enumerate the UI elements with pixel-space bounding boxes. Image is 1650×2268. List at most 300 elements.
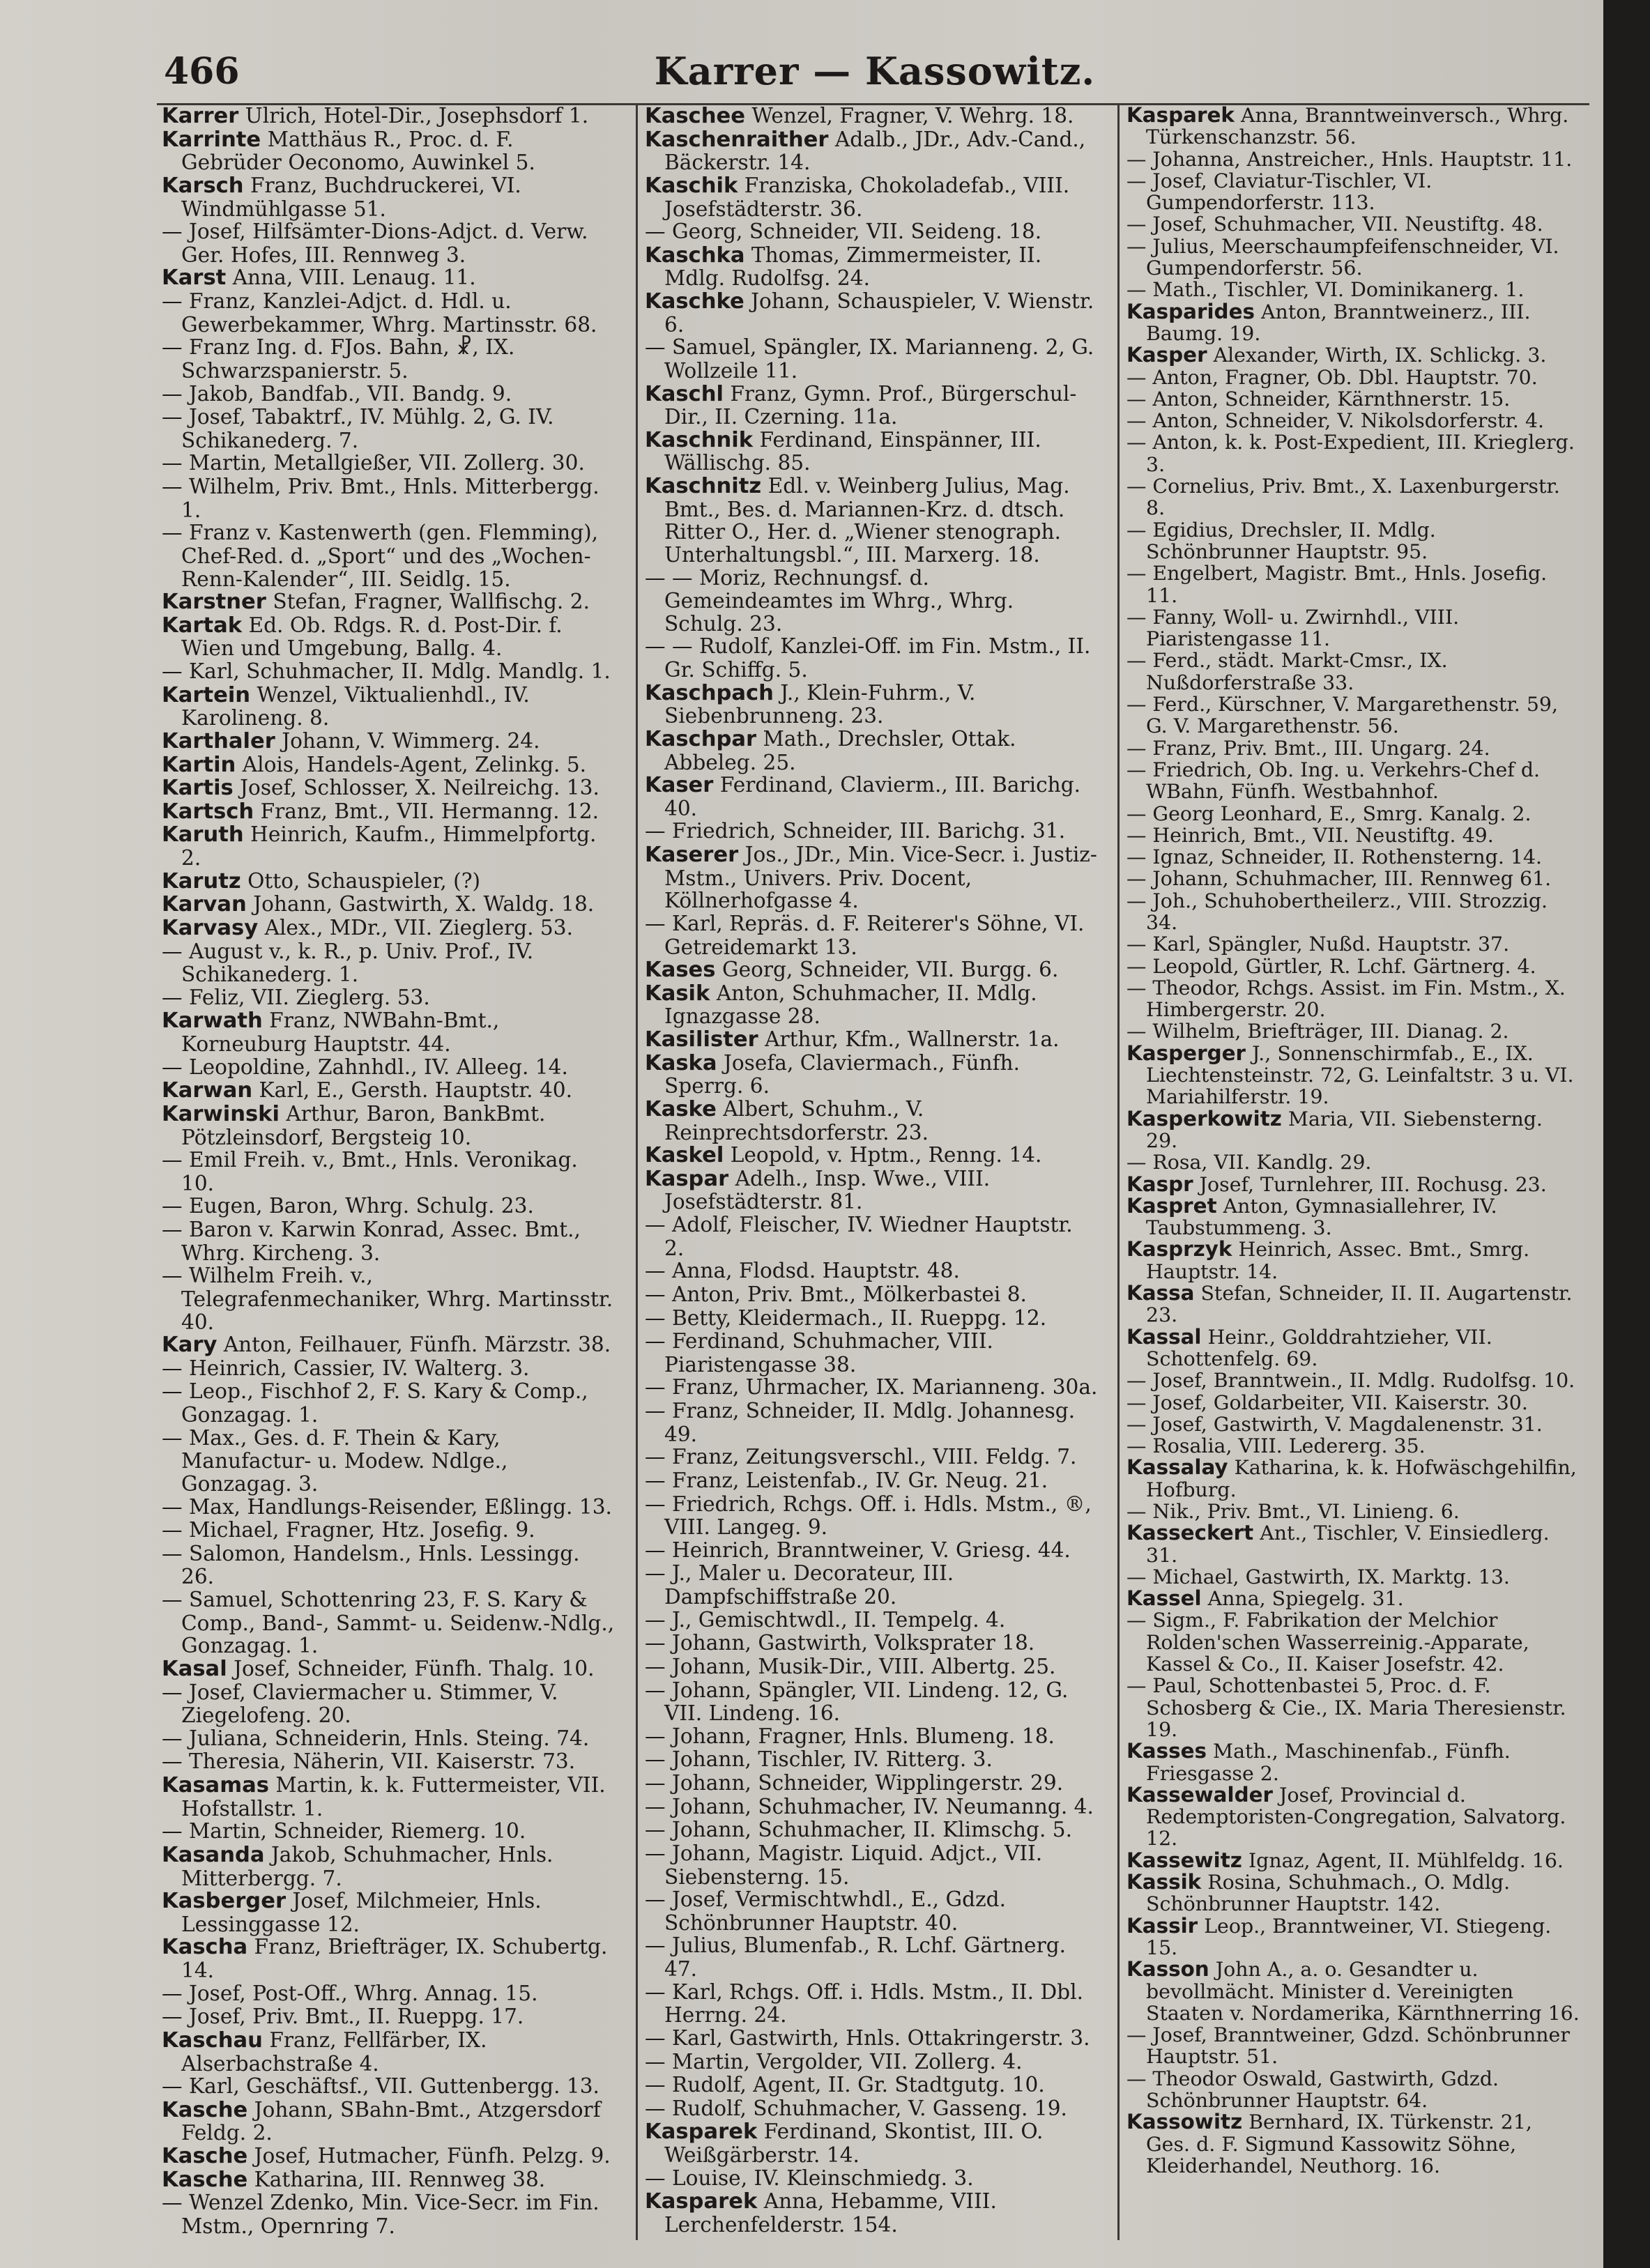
entry-text: — Michael, Gastwirth, IX. Marktg. 13. <box>1126 1565 1510 1588</box>
directory-entry <box>645 2027 1098 2051</box>
entry-text: — Josef, Claviermacher u. Stimmer, V. Ziegelofeng. 20. <box>162 1680 558 1728</box>
entry-text: Arthur, Baron, BankBmt. Pötzleinsdorf, Bergsteig 10. <box>181 1101 546 1149</box>
directory-entry <box>162 730 615 753</box>
entry-text: — Rudolf, Agent, II. Gr. Stadtgutg. 10. <box>645 2073 1045 2097</box>
directory-entry <box>1126 956 1580 977</box>
directory-entry <box>162 1982 615 2006</box>
directory-entry <box>162 1195 615 1218</box>
directory-entry <box>162 1681 615 1727</box>
entry-text: Anton, Gymnasiallehrer, IV. Taubstummeng. 3. <box>1146 1194 1497 1240</box>
entry-surname: Kaschpar <box>645 726 757 751</box>
directory-entry <box>1126 650 1580 694</box>
directory-entry <box>1126 519 1580 563</box>
entry-text: Maria, VII. Siebensterng. 29. <box>1146 1107 1543 1152</box>
entry-text: Anna, Hebamme, VIII. Lerchenfelderstr. 154. <box>664 2189 997 2237</box>
entry-surname: Kasses <box>1126 1739 1207 1763</box>
entry-text: Jos., JDr., Min. Vice-Secr. i. Justiz-Mstm., Univers. Priv. Docent, Köllnerhofgasse 4. <box>664 843 1097 913</box>
entry-text: — Franz, Zeitungsverschl., VIII. Feldg. 7. <box>645 1445 1077 1469</box>
directory-entry <box>162 870 615 894</box>
directory-entry <box>162 128 615 174</box>
entry-text: — Johann, Schuhmacher, III. Rennweg 61. <box>1126 867 1552 891</box>
page-header <box>164 45 1586 107</box>
entry-text: — Max., Ges. d. F. Thein & Kary, Manufactur- u. Modew. Ndlge., Gonzagag. 3. <box>162 1425 508 1496</box>
directory-entry <box>162 753 615 777</box>
entry-surname: Kaschenraither <box>645 127 829 152</box>
column-2 <box>645 105 1098 2237</box>
directory-entry <box>645 1655 1098 1679</box>
entry-surname: Kaschik <box>645 173 738 198</box>
entry-text: — Anton, Schneider, Kärnthnerstr. 15. <box>1126 387 1511 411</box>
directory-entry <box>645 105 1098 128</box>
directory-entry <box>645 1772 1098 1795</box>
directory-entry <box>162 1820 615 1844</box>
entry-surname: Kassowitz <box>1126 2110 1243 2134</box>
directory-entry <box>162 1009 615 1055</box>
directory-entry <box>1126 1195 1580 1239</box>
directory-entry <box>1126 1413 1580 1435</box>
entry-text: Albert, Schuhm., V. Reinprechtsdorferstr. 23. <box>664 1096 929 1144</box>
entry-text: — Franz Ing. d. FJos. Bahn, ☧, IX. Schwarzspanierstr. 5. <box>162 335 515 383</box>
directory-entry <box>1126 170 1580 214</box>
entry-text: Anna, Branntweinversch., Whrg. Türkenschanzstr. 56. <box>1146 104 1569 149</box>
entry-text: Franz, Briefträger, IX. Schubertg. 14. <box>181 1935 608 1982</box>
directory-entry <box>645 1376 1098 1400</box>
entry-text: — Sigm., F. Fabrikation der Melchior Rolden'schen Wasserreinig.-Apparate, Kassel & Co., II. Kaiser Josefstr. 42. <box>1126 1609 1529 1676</box>
directory-entry <box>1126 475 1580 519</box>
entry-surname: Karrer <box>162 104 239 128</box>
directory-entry <box>162 800 615 824</box>
entry-text: — Friedrich, Ob. Ing. u. Verkehrs-Chef d. WBahn, Fünfh. Westbahnhof. <box>1126 758 1541 804</box>
entry-text: — Georg Leonhard, E., Smrg. Kanalg. 2. <box>1126 802 1531 825</box>
entry-surname: Kartis <box>162 776 234 801</box>
directory-entry <box>645 1028 1098 1052</box>
entry-text: — Johann, Schneider, Wipplingerstr. 29. <box>645 1771 1064 1795</box>
entry-text: — Franz, Priv. Bmt., III. Ungarg. 24. <box>1126 736 1490 760</box>
directory-entry <box>645 1888 1098 1934</box>
directory-entry <box>162 614 615 660</box>
entry-surname: Kaschau <box>162 2028 263 2053</box>
directory-entry <box>162 2099 615 2145</box>
entry-text: — Leop., Fischhof 2, F. S. Kary & Comp., Gonzagag. 1. <box>162 1379 588 1427</box>
entry-text: Math., Drechsler, Ottak. Abbeleg. 25. <box>664 726 1016 774</box>
directory-entry <box>162 1427 615 1496</box>
entry-surname: Kasparides <box>1126 299 1255 323</box>
entry-text: — Wilhelm, Priv. Bmt., Hnls. Mitterbergg. 1. <box>162 475 599 522</box>
directory-entry <box>1126 803 1580 825</box>
entry-surname: Kaskel <box>645 1143 724 1168</box>
entry-text: — Michael, Fragner, Htz. Josefig. 9. <box>162 1518 535 1542</box>
entry-surname: Kaspret <box>1126 1193 1217 1218</box>
entry-text: Franz, NWBahn-Bmt., Korneuburg Hauptstr. 44. <box>181 1009 500 1056</box>
directory-entry <box>645 475 1098 567</box>
entry-text: — Johann, Tischler, IV. Ritterg. 3. <box>645 1747 993 1772</box>
entry-surname: Kasamas <box>162 1773 269 1798</box>
entry-surname: Karvasy <box>162 915 259 940</box>
directory-entry <box>645 1818 1098 1842</box>
directory-entry <box>1126 1457 1580 1501</box>
directory-entry <box>162 1750 615 1774</box>
directory-entry <box>1126 890 1580 934</box>
directory-entry <box>162 2145 615 2168</box>
entry-text: Arthur, Kfm., Wallnerstr. 1a. <box>758 1027 1060 1051</box>
directory-entry <box>162 1149 615 1195</box>
entry-surname: Kasal <box>162 1656 227 1681</box>
directory-entry <box>162 1936 615 1982</box>
entry-surname: Kasilister <box>645 1027 758 1052</box>
directory-entry <box>1126 846 1580 868</box>
entry-text: — Georg, Schneider, VII. Seideng. 18. <box>645 220 1042 244</box>
entry-text: Katharina, III. Rennweg 38. <box>247 2167 546 2191</box>
directory-entry <box>162 2168 615 2192</box>
entry-text: — Anton, k. k. Post-Expedient, III. Krieglerg. 3. <box>1126 431 1575 476</box>
entry-surname: Karthaler <box>162 728 275 753</box>
entry-text: — Johann, Fragner, Hnls. Blumeng. 18. <box>645 1724 1055 1748</box>
directory-entry <box>645 982 1098 1028</box>
directory-entry <box>645 244 1098 290</box>
entry-text: Johann, SBahn-Bmt., Atzgersdorf Feldg. 2. <box>181 2097 601 2145</box>
directory-entry <box>1126 825 1580 846</box>
entry-text: Franz, Bmt., VII. Hermanng. 12. <box>254 799 599 823</box>
directory-entry <box>162 660 615 684</box>
entry-surname: Kaschee <box>645 104 745 128</box>
entry-surname: Karsch <box>162 173 244 198</box>
entry-surname: Kaspar <box>645 1166 729 1191</box>
entry-text: — Josef, Branntweiner, Gdzd. Schönbrunner Hauptstr. 51. <box>1126 2023 1570 2069</box>
directory-entry <box>162 406 615 452</box>
entry-text: — Leopoldine, Zahnhdl., IV. Alleeg. 14. <box>162 1055 568 1079</box>
entry-text: — Johann, Musik-Dir., VIII. Albertg. 25. <box>645 1654 1056 1678</box>
entry-surname: Kasche <box>162 2167 248 2192</box>
directory-entry <box>162 2005 615 2029</box>
directory-entry <box>1126 1043 1580 1108</box>
directory-entry <box>1126 1326 1580 1370</box>
directory-entry <box>1126 410 1580 431</box>
entry-text: — Heinrich, Cassier, IV. Walterg. 3. <box>162 1356 530 1380</box>
entry-surname: Kasson <box>1126 1957 1209 1982</box>
entry-text: — Friedrich, Schneider, III. Barichg. 31. <box>645 819 1066 843</box>
directory-entry <box>162 1357 615 1381</box>
entry-text: — Anna, Flodsd. Hauptstr. 48. <box>645 1259 960 1283</box>
entry-text: Anton, Feilhauer, Fünfh. Märzstr. 38. <box>217 1333 611 1357</box>
directory-entry <box>1126 1151 1580 1173</box>
entry-text: Johann, V. Wimmerg. 24. <box>275 728 540 753</box>
directory-entry <box>162 917 615 940</box>
directory-entry <box>1126 2024 1580 2068</box>
entry-text: — Wenzel Zdenko, Min. Vice-Secr. im Fin. Mstm., Opernring 7. <box>162 2191 599 2238</box>
directory-entry <box>162 776 615 800</box>
entry-surname: Kaschpach <box>645 680 774 705</box>
directory-entry <box>645 1748 1098 1772</box>
directory-entry <box>162 986 615 1010</box>
entry-text: — Louise, IV. Kleinschmiedg. 3. <box>645 2166 974 2190</box>
directory-entry <box>162 823 615 869</box>
directory-entry <box>162 590 615 614</box>
entry-surname: Kaschke <box>645 289 744 314</box>
directory-entry <box>1126 148 1580 170</box>
entry-surname: Kaschl <box>645 381 724 406</box>
entry-text: — Jakob, Bandfab., VII. Bandg. 9. <box>162 381 512 406</box>
entry-text: — Theodor, Rchgs. Assist. im Fin. Mstm., X. Himbergerstr. 20. <box>1126 976 1566 1022</box>
directory-entry <box>645 1981 1098 2027</box>
entry-text: — Johann, Spängler, VII. Lindeng. 12, G. VII. Lindeng. 16. <box>645 1678 1069 1726</box>
entry-text: — Nik., Priv. Bmt., VI. Linieng. 6. <box>1126 1500 1460 1523</box>
entry-surname: Kartsch <box>162 799 254 824</box>
entry-text: — Rosa, VII. Kandlg. 29. <box>1126 1151 1372 1174</box>
entry-text: — Josef, Post-Off., Whrg. Annag. 15. <box>162 1981 538 2005</box>
directory-entry <box>645 1330 1098 1376</box>
directory-entry <box>645 774 1098 820</box>
entry-surname: Kasseckert <box>1126 1521 1254 1545</box>
entry-text: — Johann, Magistr. Liquid. Adjct., VII. Siebensterng. 15. <box>645 1841 1043 1889</box>
entry-text: — Wilhelm Freih. v., Telegrafenmechaniker, Whrg. Martinsstr. 40. <box>162 1264 613 1334</box>
entry-surname: Kassewalder <box>1126 1782 1274 1807</box>
entry-surname: Kascha <box>162 1935 248 1960</box>
entry-text: Heinr., Golddrahtzieher, VII. Schottenfelg. 69. <box>1146 1325 1492 1370</box>
entry-surname: Kaske <box>645 1096 717 1121</box>
directory-entry <box>1126 1501 1580 1522</box>
entry-text: Anton, Branntweinerz., III. Baumg. 19. <box>1146 300 1531 345</box>
entry-surname: Kassik <box>1126 1870 1202 1894</box>
entry-text: — Martin, Vergolder, VII. Zollerg. 4. <box>645 2049 1023 2074</box>
entry-surname: Kaschnik <box>645 427 754 452</box>
entry-text: — Karl, Repräs. d. F. Reiterer's Söhne, VI. Getreidemarkt 13. <box>645 911 1085 959</box>
entry-surname: Kassa <box>1126 1281 1195 1305</box>
entry-text: — Adolf, Fleischer, IV. Wiedner Hauptstr. 2. <box>645 1213 1073 1260</box>
directory-entry <box>162 1496 615 1519</box>
directory-entry <box>1126 1566 1580 1588</box>
entry-text: Johann, Schauspieler, V. Wienstr. 6. <box>664 289 1094 337</box>
column-3 <box>1126 105 1580 2177</box>
entry-text: — Karl, Rchgs. Off. i. Hdls. Mstm., II. Dbl. Herrng. 24. <box>645 1979 1083 2028</box>
directory-entry <box>645 1842 1098 1888</box>
entry-text: Martin, k. k. Futtermeister, VII. Hofstallstr. 1. <box>181 1773 606 1821</box>
directory-entry <box>162 2029 615 2075</box>
entry-text: Ferdinand, Einspänner, III. Wällischg. 85. <box>664 427 1041 475</box>
entry-text: — Josef, Priv. Bmt., II. Rueppg. 17. <box>162 2005 524 2029</box>
entry-text: Anna, Spiegelg. 31. <box>1201 1587 1404 1611</box>
directory-entry <box>162 1844 615 1890</box>
directory-entry <box>645 1259 1098 1283</box>
entry-text: — Karl, Schuhmacher, II. Mdlg. Mandlg. 1. <box>162 659 611 683</box>
directory-entry <box>1126 1959 1580 2024</box>
entry-text: — Josef, Schuhmacher, VII. Neustiftg. 48. <box>1126 213 1543 236</box>
entry-text: — Julius, Blumenfab., R. Lchf. Gärtnerg. 47. <box>645 1933 1067 1981</box>
entry-text: Anna, VIII. Lenaug. 11. <box>226 266 476 290</box>
entry-surname: Karutz <box>162 868 241 894</box>
directory-entry <box>1126 1370 1580 1391</box>
directory-entry <box>645 1052 1098 1098</box>
directory-entry <box>645 1167 1098 1213</box>
entry-text: — Ferd., Kürschner, V. Margarethenstr. 59, G. V. Margarethenstr. 56. <box>1126 693 1559 738</box>
directory-entry <box>162 1774 615 1820</box>
entry-text: — Josef, Claviatur-Tischler, VI. Gumpendorferstr. 113. <box>1126 169 1433 215</box>
entry-text: — Egidius, Drechsler, II. Mdlg. Schönbrunner Hauptstr. 95. <box>1126 518 1436 563</box>
entry-text: Josef, Schneider, Fünfh. Thalg. 10. <box>227 1656 595 1680</box>
directory-entry <box>645 1632 1098 1655</box>
directory-entry <box>1126 977 1580 1021</box>
entry-text: — Fanny, Woll- u. Zwirnhdl., VIII. Piaristengasse 11. <box>1126 605 1460 651</box>
directory-entry <box>1126 301 1580 345</box>
entry-surname: Karwath <box>162 1009 263 1034</box>
entry-text: — Wilhelm, Briefträger, III. Dianag. 2. <box>1126 1020 1509 1043</box>
entry-surname: Kasberger <box>162 1889 287 1914</box>
entry-surname: Kasper <box>1126 343 1207 367</box>
directory-entry <box>645 2190 1098 2236</box>
entry-text: — — Rudolf, Kanzlei-Off. im Fin. Mstm., II. Gr. Schiffg. 5. <box>645 634 1091 682</box>
entry-text: J., Sonnenschirmfab., E., IX. Liechtensteinstr. 72, G. Leinfaltstr. 3 u. VI. Mariahilferstr. 19. <box>1146 1041 1574 1109</box>
entry-text: — Franz, Kanzlei-Adjct. d. Hdl. u. Gewerbekammer, Whrg. Martinsstr. 68. <box>162 289 597 337</box>
entry-surname: Karst <box>162 266 227 291</box>
column-divider-1 <box>636 105 638 2240</box>
directory-entry <box>162 521 615 590</box>
entry-text: — J., Maler u. Decorateur, III. Dampfschiffstraße 20. <box>645 1561 954 1609</box>
entry-surname: Kasparek <box>645 2120 758 2145</box>
directory-entry <box>162 1103 615 1149</box>
entry-text: Ferdinand, Skontist, III. O. Weißgärberstr. 14. <box>664 2120 1044 2167</box>
directory-entry <box>645 1213 1098 1259</box>
entry-text: — Josef, Vermischtwhdl., E., Gdzd. Schönbrunner Hauptstr. 40. <box>645 1887 1007 1935</box>
entry-text: — Engelbert, Magistr. Bmt., Hnls. Josefig. 11. <box>1126 562 1548 607</box>
directory-entry <box>162 1890 615 1936</box>
entry-text: — Karl, Spängler, Nußd. Hauptstr. 37. <box>1126 933 1510 956</box>
entry-text: — Max, Handlungs-Reisender, Eßlingg. 13. <box>162 1494 612 1519</box>
entry-text: Karl, E., Gersth. Hauptstr. 40. <box>252 1078 573 1103</box>
entry-text: — Ignaz, Schneider, II. Rothensterng. 14. <box>1126 845 1543 869</box>
entry-text: Josef, Turnlehrer, III. Rochusg. 23. <box>1193 1172 1547 1196</box>
directory-entry <box>162 266 615 290</box>
directory-entry <box>645 290 1098 336</box>
entry-text: Stefan, Schneider, II. II. Augartenstr. 23. <box>1146 1282 1573 1327</box>
entry-surname: Kaserer <box>645 843 739 867</box>
entry-surname: Kassir <box>1126 1913 1198 1938</box>
entry-text: — Anton, Fragner, Ob. Dbl. Hauptstr. 70. <box>1126 365 1538 389</box>
entry-surname: Kasanda <box>162 1842 265 1867</box>
entry-surname: Karwan <box>162 1078 253 1103</box>
entry-text: — August v., k. R., p. Univ. Prof., IV. Schikanederg. 1. <box>162 939 534 987</box>
directory-entry <box>645 1795 1098 1819</box>
page-title: Karrer — Kassowitz. <box>654 49 1096 93</box>
directory-entry <box>645 1400 1098 1446</box>
entry-text: — Anton, Schneider, V. Nikolsdorferstr. 4. <box>1126 409 1545 433</box>
directory-entry <box>1126 279 1580 300</box>
entry-text: Wenzel, Fragner, V. Wehrg. 18. <box>744 104 1074 128</box>
entry-text: Alexander, Wirth, IX. Schlickg. 3. <box>1207 344 1547 367</box>
entry-text: Math., Maschinenfab., Fünfh. Friesgasse 2. <box>1146 1740 1511 1785</box>
directory-entry <box>645 1144 1098 1167</box>
directory-entry <box>162 1519 615 1542</box>
directory-entry <box>1126 1020 1580 1042</box>
entry-text: — Franz, Uhrmacher, IX. Marianneng. 30a. <box>645 1375 1098 1400</box>
directory-entry <box>1126 2111 1580 2177</box>
entry-surname: Kassal <box>1126 1324 1202 1349</box>
directory-entry <box>645 958 1098 982</box>
entry-text: — Samuel, Schottenring 23, F. S. Kary & Comp., Band-, Sammt- u. Seidenw.-Ndlg., Gonzagag. 1. <box>162 1588 615 1658</box>
entry-text: — Johann, Schuhmacher, IV. Neumanng. 4. <box>645 1794 1094 1818</box>
entry-text: Heinrich, Assec. Bmt., Smrg. Hauptstr. 14. <box>1146 1238 1530 1283</box>
entry-text: — Franz, Leistenfab., IV. Gr. Neug. 21. <box>645 1468 1048 1492</box>
entry-text: Ignaz, Agent, II. Mühlfeldg. 16. <box>1242 1848 1564 1872</box>
entry-text: Anton, Schuhmacher, II. Mdlg. Ignazgasse 28. <box>664 981 1037 1029</box>
directory-entry <box>645 1725 1098 1749</box>
directory-entry <box>645 1493 1098 1539</box>
entry-surname: Kasche <box>162 2097 248 2122</box>
directory-entry <box>1126 1915 1580 1959</box>
directory-entry <box>162 2191 615 2237</box>
directory-entry <box>1126 1609 1580 1675</box>
entry-text: Otto, Schauspieler, (?) <box>240 868 481 893</box>
entry-text: — Ferd., städt. Markt-Cmsr., IX. Nußdorferstraße 33. <box>1126 649 1448 694</box>
entry-text: — Franz v. Kastenwerth (gen. Flemming), Chef-Red. d. „Sport“ und des „Wochen-Renn-Kalender“, III. Seidlg. 15. <box>162 521 599 591</box>
entry-text: — Josef, Hilfsämter-Dions-Adjct. d. Verw. Ger. Hofes, III. Rennweg 3. <box>162 220 588 267</box>
directory-entry <box>1126 737 1580 759</box>
entry-surname: Kaschnitz <box>645 474 762 498</box>
entry-text: — Juliana, Schneiderin, Hnls. Steing. 74. <box>162 1726 590 1750</box>
directory-entry <box>162 1588 615 1657</box>
entry-text: — Paul, Schottenbastei 5, Proc. d. F. Schosberg & Cie., IX. Maria Theresienstr. 19. <box>1126 1674 1566 1741</box>
entry-surname: Kaschka <box>645 243 745 268</box>
directory-entry <box>162 1056 615 1080</box>
entry-text: — Julius, Meerschaumpfeifenschneider, VI. Gumpendorferstr. 56. <box>1126 234 1559 280</box>
entry-text: Franziska, Chokoladefab., VIII. Josefstädterstr. 36. <box>664 173 1070 221</box>
entry-text: Franz, Fellfärber, IX. Alserbachstraße 4. <box>181 2028 487 2076</box>
entry-surname: Kasparek <box>645 2189 758 2214</box>
entry-text: Ferdinand, Clavierm., III. Barichg. 40. <box>664 773 1081 820</box>
entry-text: — Joh., Schuhobertheilerz., VIII. Strozzig. 34. <box>1126 889 1548 934</box>
entry-surname: Karrinte <box>162 127 261 152</box>
entry-text: — Betty, Kleidermach., II. Rueppg. 12. <box>645 1305 1047 1330</box>
directory-entry <box>645 682 1098 728</box>
entry-text: Jakob, Schuhmacher, Hnls. Mitterbergg. 7. <box>181 1842 553 1890</box>
entry-text: — Friedrich, Rchgs. Off. i. Hdls. Mstm., ®, VIII. Langeg. 9. <box>645 1492 1092 1540</box>
directory-entry <box>162 2075 615 2099</box>
directory-entry <box>645 336 1098 382</box>
entry-text: — Josef, Tabaktrf., IV. Mühlg. 2, G. IV. Schikanederg. 7. <box>162 405 554 452</box>
directory-entry <box>1126 1522 1580 1566</box>
directory-entry <box>645 174 1098 220</box>
entry-text: — Johann, Schuhmacher, II. Klimschg. 5. <box>645 1818 1073 1842</box>
directory-entry <box>162 940 615 986</box>
directory-entry <box>645 567 1098 636</box>
entry-text: — Eugen, Baron, Whrg. Schulg. 23. <box>162 1194 534 1218</box>
entry-surname: Kassel <box>1126 1586 1202 1611</box>
directory-entry <box>1126 1282 1580 1326</box>
entry-text: Leop., Branntweiner, VI. Stiegeng. 15. <box>1146 1914 1552 1959</box>
entry-text: Bernhard, IX. Türkenstr. 21, Ges. d. F. Sigmund Kassowitz Söhne, Kleiderhandel, Neuthorg. 16. <box>1146 2110 1532 2177</box>
entry-text: — Theodor Oswald, Gastwirth, Gdzd. Schönbrunner Hauptstr. 64. <box>1126 2067 1499 2113</box>
entry-text: — Theresia, Näherin, VII. Kaiserstr. 73. <box>162 1749 576 1774</box>
entry-text: Katharina, k. k. Hofwäschgehilfin, Hofburg. <box>1146 1456 1577 1501</box>
directory-entry <box>1126 1392 1580 1413</box>
directory-entry <box>645 2074 1098 2097</box>
directory-entry <box>162 1542 615 1588</box>
directory-entry <box>1126 236 1580 279</box>
directory-entry <box>162 105 615 128</box>
entry-surname: Kasperger <box>1126 1041 1246 1065</box>
entry-text: — Baron v. Karwin Konrad, Assec. Bmt., Whrg. Kircheng. 3. <box>162 1218 581 1265</box>
directory-entry <box>645 2051 1098 2074</box>
entry-text: — Josef, Gastwirth, V. Magdalenenstr. 31. <box>1126 1412 1543 1436</box>
directory-entry <box>645 1609 1098 1632</box>
entry-text: — Josef, Branntwein., II. Mdlg. Rudolfsg. 10. <box>1126 1369 1575 1393</box>
entry-text: Franz, Gymn. Prof., Bürgerschul-Dir., II. Czerning. 11a. <box>664 381 1077 429</box>
entry-text: — Martin, Metallgießer, VII. Zollerg. 30. <box>162 451 585 475</box>
entry-surname: Kartin <box>162 752 236 777</box>
directory-entry <box>645 1307 1098 1331</box>
entry-text: — Rudolf, Schuhmacher, V. Gasseng. 19. <box>645 2096 1067 2120</box>
directory-entry <box>1126 868 1580 889</box>
entry-surname: Kaspr <box>1126 1172 1193 1196</box>
directory-entry <box>645 728 1098 774</box>
